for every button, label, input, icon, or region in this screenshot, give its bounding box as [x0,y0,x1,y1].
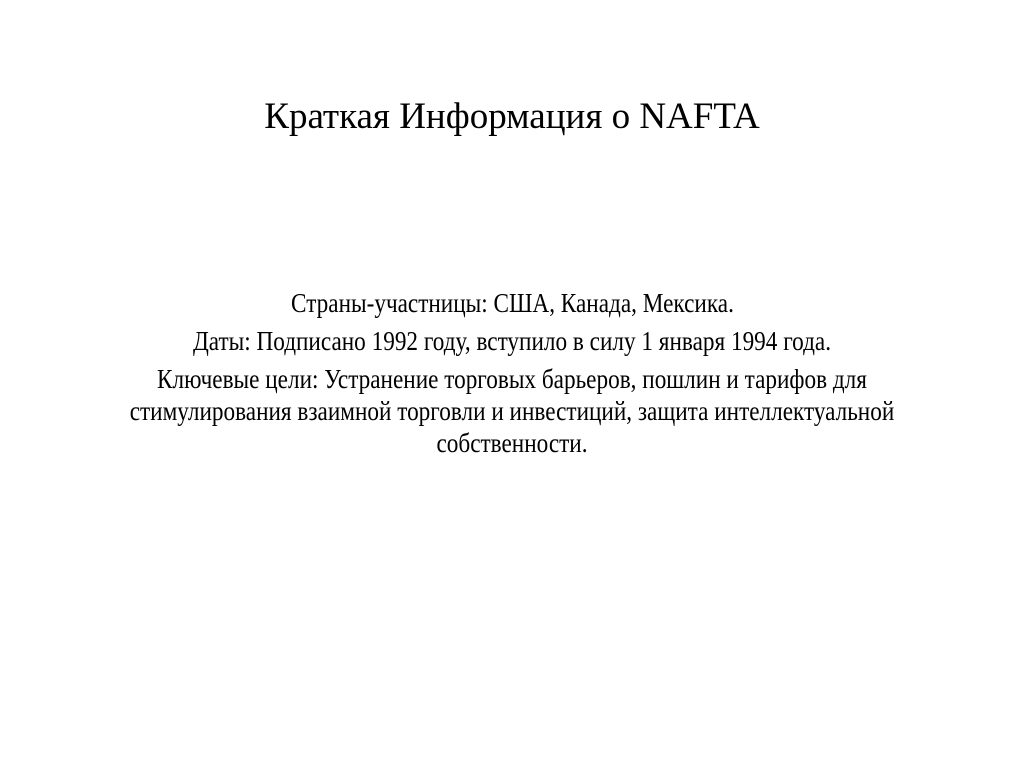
goals-text-line-3: собственности. [436,428,588,458]
slide-title: Краткая Информация о NAFTA [264,96,760,137]
goals-text-line-1: Ключевые цели: Устранение торговых барьеров, пошлин и тарифов для [157,364,867,394]
countries-line [20,287,1004,319]
dates-line [20,325,1004,357]
dates-text: Даты: Подписано 1992 году, вступило в силу 1 января 1994 года. [192,326,832,356]
slide-body [20,287,1004,459]
goals-paragraph [20,363,1004,459]
countries-text: Страны-участницы: США, Канада, Мексика. [290,288,734,318]
goals-text-line-2: стимулирования взаимной торговли и инвестиций, защита интеллектуальной [129,396,895,426]
